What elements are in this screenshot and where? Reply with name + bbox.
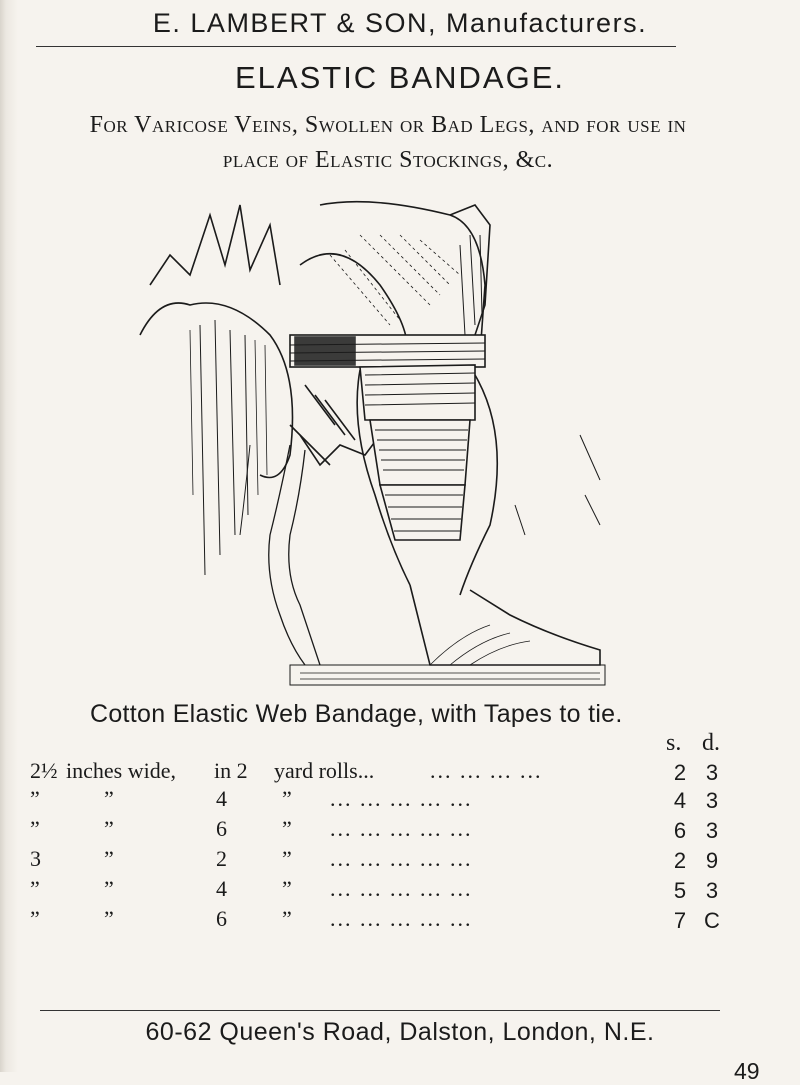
width-unit: inches wide, <box>66 758 176 783</box>
roll-unit: ” <box>282 786 292 811</box>
leader-dots: ... ... ... ... <box>430 758 543 783</box>
bandaged-leg-illustration <box>130 195 610 695</box>
price-pence: 3 <box>705 878 719 903</box>
width-value: ” <box>30 816 40 841</box>
roll-length: 6 <box>216 906 227 931</box>
width-value: ” <box>30 876 40 901</box>
page-number: 49 <box>734 1058 760 1084</box>
width-value: ” <box>30 786 40 811</box>
price-pence: 3 <box>705 788 719 813</box>
leader-dots: ... ... ... ... ... <box>330 876 473 901</box>
header-rule <box>36 46 676 47</box>
dashed-rule-lines <box>515 435 600 535</box>
width-value: 3 <box>30 846 41 871</box>
subtitle-line-1: For Varicose Veins, Swollen or Bad Legs, and for use in <box>89 112 687 138</box>
roll-length: in 2 <box>214 758 248 783</box>
width-unit: ” <box>104 816 114 841</box>
roll-length: 4 <box>216 876 227 901</box>
pence-column-header: d. <box>702 730 720 756</box>
bandage-wraps <box>290 335 485 540</box>
price-shillings: 6 <box>673 818 687 843</box>
roll-length: 4 <box>216 786 227 811</box>
manufacturer-header: E. LAMBERT & SON, Manufacturers. <box>152 8 648 38</box>
roll-unit: ” <box>282 876 292 901</box>
width-value: ” <box>30 906 40 931</box>
roll-unit: ” <box>282 906 292 931</box>
roll-unit: ” <box>282 816 292 841</box>
price-pence: 3 <box>705 760 719 785</box>
price-row <box>30 906 750 936</box>
price-row <box>30 758 750 788</box>
width-value: 2½ <box>30 758 58 783</box>
price-row <box>30 876 750 906</box>
price-row <box>30 816 750 846</box>
price-pence: 9 <box>705 848 719 873</box>
price-pence: C <box>704 908 720 933</box>
price-row <box>30 846 750 876</box>
page-title: ELASTIC BANDAGE. <box>234 60 566 95</box>
roll-length: 6 <box>216 816 227 841</box>
leader-dots: ... ... ... ... ... <box>330 816 473 841</box>
leader-dots: ... ... ... ... ... <box>330 786 473 811</box>
roll-length: 2 <box>216 846 227 871</box>
width-unit: ” <box>104 846 114 871</box>
leader-dots: ... ... ... ... ... <box>330 846 473 871</box>
width-unit: ” <box>104 876 114 901</box>
product-caption: Cotton Elastic Web Bandage, with Tapes to tie. <box>90 700 623 728</box>
price-shillings: 4 <box>673 788 687 813</box>
price-shillings: 5 <box>673 878 687 903</box>
roll-unit: yard rolls... <box>274 758 375 783</box>
width-unit: ” <box>104 906 114 931</box>
tape-strings <box>240 445 320 665</box>
price-shillings: 2 <box>673 848 687 873</box>
subtitle-line-2: place of Elastic Stockings, &c. <box>222 147 554 173</box>
price-pence: 3 <box>705 818 719 843</box>
footer-rule <box>40 1010 720 1011</box>
company-address: 60-62 Queen's Road, Dalston, London, N.E. <box>145 1018 655 1046</box>
price-row <box>30 786 750 816</box>
foot-engraving <box>290 585 605 685</box>
price-shillings: 7 <box>673 908 687 933</box>
subtitle <box>8 108 768 178</box>
left-hand-engraving <box>140 205 380 575</box>
width-unit: ” <box>104 786 114 811</box>
price-shillings: 2 <box>673 760 687 785</box>
roll-unit: ” <box>282 846 292 871</box>
leader-dots: ... ... ... ... ... <box>330 906 473 931</box>
shillings-column-header: s. <box>666 730 682 756</box>
